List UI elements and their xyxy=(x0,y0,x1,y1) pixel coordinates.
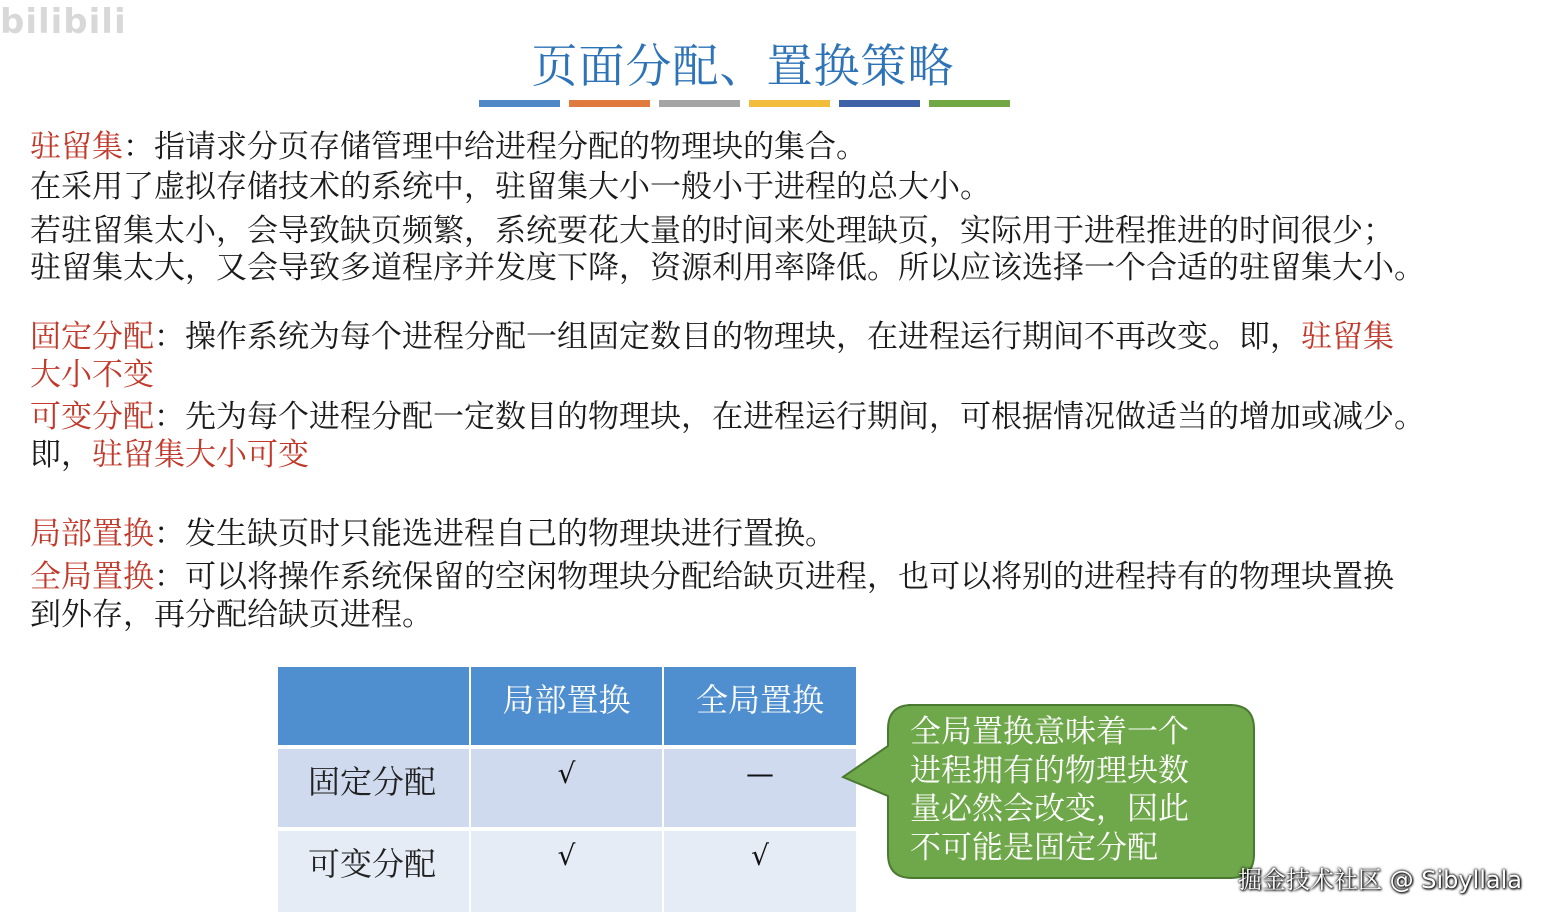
stripe-2 xyxy=(569,100,650,107)
table-cell-fixed-local: √ xyxy=(471,749,662,827)
resident-set-line-2: 在采用了虚拟存储技术的系统中，驻留集大小一般小于进程的总大小。 xyxy=(30,169,991,205)
term-fixed-allocation: 固定分配 xyxy=(30,319,154,355)
resident-set-line-4: 驻留集太大，又会导致多道程序并发度下降，资源利用率降低。所以应该选择一个合适的驻留集大小。 xyxy=(30,250,1425,286)
stripe-5 xyxy=(839,100,920,107)
title-color-stripes xyxy=(479,100,1010,107)
local-replacement-def-text: ：发生缺页时只能选进程自己的物理块进行置换。 xyxy=(154,516,836,552)
fixed-allocation-def-text: ：操作系统为每个进程分配一组固定数目的物理块，在进程运行期间不再改变。即， xyxy=(154,319,1301,355)
table-header-local: 局部置换 xyxy=(471,667,662,745)
callout-text xyxy=(910,713,1230,867)
bilibili-watermark: bilibili xyxy=(0,2,127,42)
resident-set-definition xyxy=(30,128,867,166)
variable-allocation-highlight: 驻留集大小可变 xyxy=(92,437,309,473)
table-cell-fixed-global: — xyxy=(664,749,856,827)
table-cell-variable-local: √ xyxy=(471,831,662,912)
term-variable-allocation: 可变分配 xyxy=(30,399,154,435)
fixed-allocation-highlight-a: 驻留集 xyxy=(1301,319,1394,355)
stripe-3 xyxy=(659,100,740,107)
local-replacement-definition xyxy=(30,515,836,553)
variable-allocation-line-2 xyxy=(30,436,309,474)
stripe-4 xyxy=(749,100,830,107)
term-resident-set: 驻留集 xyxy=(30,129,123,165)
resident-set-line-3: 若驻留集太小，会导致缺页频繁，系统要花大量的时间来处理缺页，实际用于进程推进的时间很少； xyxy=(30,213,1394,249)
fixed-allocation-definition xyxy=(30,318,1394,356)
table-cell-variable-global: √ xyxy=(664,831,856,912)
callout-line-1: 全局置换意味着一个 xyxy=(910,714,1189,750)
stripe-1 xyxy=(479,100,560,107)
variable-allocation-def-text: ：先为每个进程分配一定数目的物理块，在进程运行期间，可根据情况做适当的增加或减少。 xyxy=(154,399,1425,435)
global-replacement-definition xyxy=(30,558,1394,596)
term-local-replacement: 局部置换 xyxy=(30,516,154,552)
fixed-allocation-highlight-b: 大小不变 xyxy=(30,357,154,393)
global-replacement-def-text: ：可以将操作系统保留的空闲物理块分配给缺页进程，也可以将别的进程持有的物理块置换 xyxy=(154,559,1394,595)
variable-allocation-prefix: 即， xyxy=(30,437,92,473)
term-global-replacement: 全局置换 xyxy=(30,559,154,595)
juejin-credit-watermark: 掘金技术社区 @ Sibyllala xyxy=(1238,866,1523,894)
table-row-label-variable: 可变分配 xyxy=(278,831,469,912)
slide-title: 页面分配、置换策略 xyxy=(531,39,955,93)
variable-allocation-definition xyxy=(30,398,1425,436)
resident-set-def-text: ：指请求分页存储管理中给进程分配的物理块的集合。 xyxy=(123,129,867,165)
table-header-global: 全局置换 xyxy=(664,667,856,745)
global-replacement-line-2: 到外存，再分配给缺页进程。 xyxy=(30,597,433,633)
callout-line-2: 进程拥有的物理块数 xyxy=(910,752,1189,789)
stripe-6 xyxy=(929,100,1010,107)
callout-line-4: 不可能是固定分配 xyxy=(910,829,1158,866)
strategy-comparison-table xyxy=(278,667,856,912)
table-header-corner xyxy=(278,667,469,745)
callout-line-3: 量必然会改变，因此 xyxy=(910,791,1189,827)
table-row-label-fixed: 固定分配 xyxy=(278,749,469,827)
